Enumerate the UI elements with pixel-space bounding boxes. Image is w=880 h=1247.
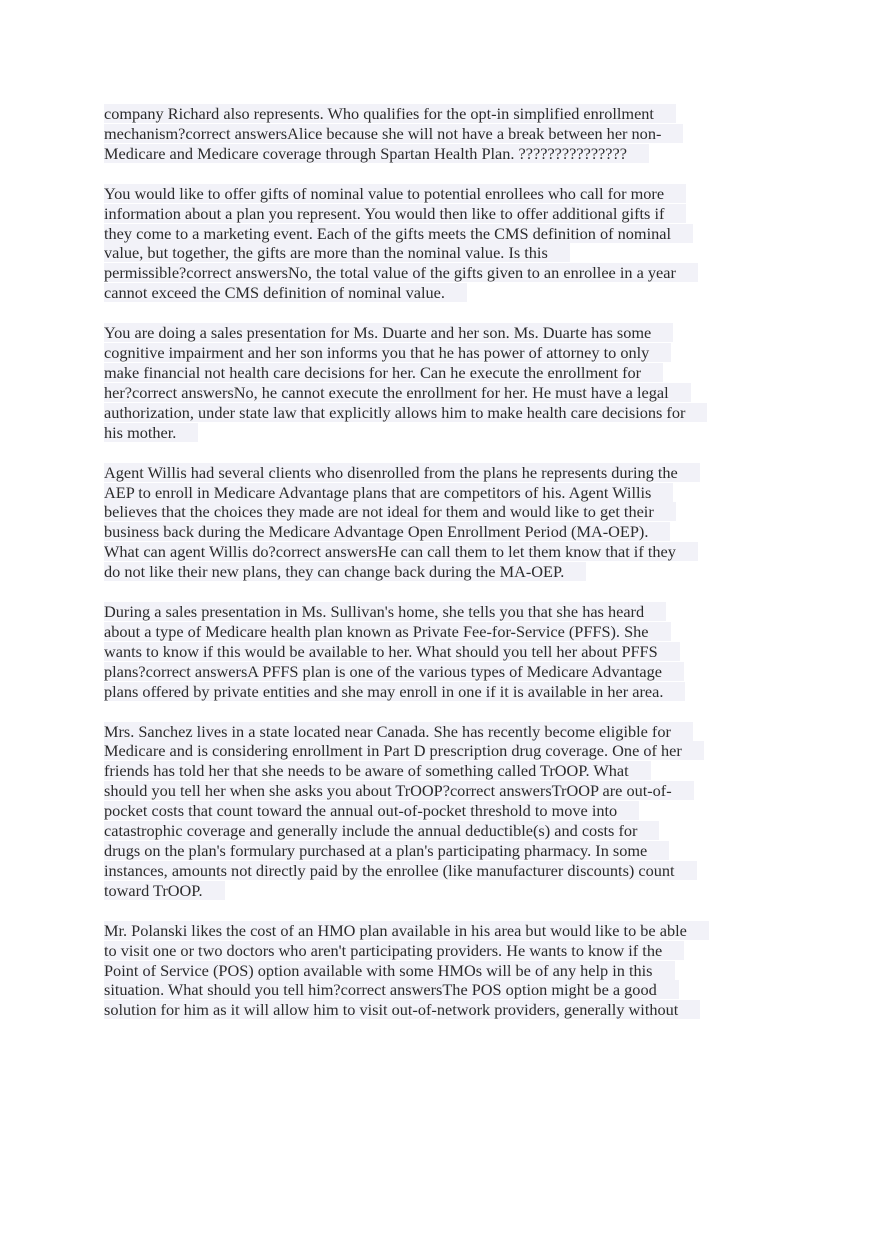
text-line-content: plans offered by private entities and she may enroll in one if it is available in her area. bbox=[104, 682, 685, 701]
text-line-content: Agent Willis had several clients who disenrolled from the plans he represents during the bbox=[104, 463, 700, 482]
text-line-content: You would like to offer gifts of nominal value to potential enrollees who call for more bbox=[104, 184, 686, 203]
text-line-content: drugs on the plan's formulary purchased at a plan's participating pharmacy. In some bbox=[104, 841, 669, 860]
text-line bbox=[104, 662, 784, 682]
text-line-content: Medicare and is considering enrollment in Part D prescription drug coverage. One of her bbox=[104, 741, 704, 760]
qa-paragraph bbox=[104, 184, 784, 303]
text-line bbox=[104, 622, 784, 642]
text-line bbox=[104, 124, 784, 144]
text-line-content: wants to know if this would be available to her. What should you tell her about PFFS bbox=[104, 642, 680, 661]
text-line bbox=[104, 562, 784, 582]
text-line-content: her?correct answersNo, he cannot execute the enrollment for her. He must have a legal bbox=[104, 383, 691, 402]
text-line bbox=[104, 423, 784, 443]
text-line bbox=[104, 682, 784, 702]
qa-paragraph bbox=[104, 722, 784, 901]
text-line bbox=[104, 343, 784, 363]
text-line bbox=[104, 1000, 784, 1020]
text-line bbox=[104, 722, 784, 742]
text-line bbox=[104, 283, 784, 303]
text-line bbox=[104, 243, 784, 263]
text-line bbox=[104, 363, 784, 383]
text-line-content: should you tell her when she asks you about TrOOP?correct answersTrOOP are out-of- bbox=[104, 781, 694, 800]
text-line-content: plans?correct answersA PFFS plan is one of the various types of Medicare Advantage bbox=[104, 662, 684, 681]
qa-paragraph bbox=[104, 463, 784, 582]
text-line-content: do not like their new plans, they can change back during the MA-OEP. bbox=[104, 562, 586, 581]
text-line-content: his mother. bbox=[104, 423, 198, 442]
qa-paragraph bbox=[104, 602, 784, 702]
text-line bbox=[104, 941, 784, 961]
text-line-content: Medicare and Medicare coverage through Spartan Health Plan. ??????????????? bbox=[104, 144, 649, 163]
text-line-content: value, but together, the gifts are more than the nominal value. Is this bbox=[104, 243, 570, 262]
qa-paragraph bbox=[104, 921, 784, 1021]
text-line bbox=[104, 921, 784, 941]
text-line bbox=[104, 821, 784, 841]
qa-paragraph bbox=[104, 104, 784, 164]
text-line-content: Mrs. Sanchez lives in a state located near Canada. She has recently become eligible for bbox=[104, 722, 693, 741]
text-line-content: cannot exceed the CMS definition of nominal value. bbox=[104, 283, 467, 302]
text-line-content: catastrophic coverage and generally include the annual deductible(s) and costs for bbox=[104, 821, 659, 840]
text-line bbox=[104, 104, 784, 124]
text-line bbox=[104, 741, 784, 761]
text-line-content: permissible?correct answersNo, the total value of the gifts given to an enrollee in a year bbox=[104, 263, 698, 282]
text-line bbox=[104, 781, 784, 801]
text-line-content: toward TrOOP. bbox=[104, 881, 225, 900]
qa-paragraph bbox=[104, 323, 784, 442]
text-line-content: cognitive impairment and her son informs you that he has power of attorney to only bbox=[104, 343, 671, 362]
text-line-content: Mr. Polanski likes the cost of an HMO plan available in his area but would like to be able bbox=[104, 921, 709, 940]
text-line bbox=[104, 184, 784, 204]
text-line bbox=[104, 642, 784, 662]
text-line bbox=[104, 383, 784, 403]
text-line bbox=[104, 761, 784, 781]
text-line bbox=[104, 801, 784, 821]
text-line bbox=[104, 841, 784, 861]
text-line-content: What can agent Willis do?correct answersHe can call them to let them know that if they bbox=[104, 542, 698, 561]
text-line bbox=[104, 980, 784, 1000]
text-line bbox=[104, 323, 784, 343]
document-body bbox=[104, 104, 784, 1040]
text-line bbox=[104, 403, 784, 423]
text-line bbox=[104, 881, 784, 901]
text-line bbox=[104, 602, 784, 622]
text-line-content: solution for him as it will allow him to visit out-of-network providers, generally without bbox=[104, 1000, 700, 1019]
text-line bbox=[104, 224, 784, 244]
text-line-content: Point of Service (POS) option available with some HMOs will be of any help in this bbox=[104, 961, 675, 980]
text-line-content: about a type of Medicare health plan known as Private Fee-for-Service (PFFS). She bbox=[104, 622, 671, 641]
text-line bbox=[104, 483, 784, 503]
text-line-content: make financial not health care decisions for her. Can he execute the enrollment for bbox=[104, 363, 663, 382]
text-line bbox=[104, 263, 784, 283]
text-line-content: believes that the choices they made are not ideal for them and would like to get their bbox=[104, 502, 676, 521]
text-line-content: mechanism?correct answersAlice because she will not have a break between her non- bbox=[104, 124, 683, 143]
text-line bbox=[104, 542, 784, 562]
text-line-content: authorization, under state law that explicitly allows him to make health care decisions for bbox=[104, 403, 707, 422]
text-line-content: company Richard also represents. Who qualifies for the opt-in simplified enrollment bbox=[104, 104, 676, 123]
text-line bbox=[104, 522, 784, 542]
text-line-content: friends has told her that she needs to be aware of something called TrOOP. What bbox=[104, 761, 651, 780]
text-line-content: business back during the Medicare Advantage Open Enrollment Period (MA-OEP). bbox=[104, 522, 670, 541]
text-line-content: During a sales presentation in Ms. Sullivan's home, she tells you that she has heard bbox=[104, 602, 666, 621]
text-line-content: information about a plan you represent. You would then like to offer additional gifts if bbox=[104, 204, 686, 223]
text-line-content: AEP to enroll in Medicare Advantage plans that are competitors of his. Agent Willis bbox=[104, 483, 673, 502]
text-line bbox=[104, 463, 784, 483]
text-line bbox=[104, 961, 784, 981]
text-line bbox=[104, 861, 784, 881]
text-line-content: You are doing a sales presentation for Ms. Duarte and her son. Ms. Duarte has some bbox=[104, 323, 673, 342]
text-line-content: to visit one or two doctors who aren't participating providers. He wants to know if the bbox=[104, 941, 684, 960]
text-line-content: they come to a marketing event. Each of the gifts meets the CMS definition of nominal bbox=[104, 224, 693, 243]
text-line bbox=[104, 204, 784, 224]
text-line bbox=[104, 502, 784, 522]
text-line bbox=[104, 144, 784, 164]
text-line-content: situation. What should you tell him?correct answersThe POS option might be a good bbox=[104, 980, 679, 999]
text-line-content: instances, amounts not directly paid by the enrollee (like manufacturer discounts) count bbox=[104, 861, 697, 880]
text-line-content: pocket costs that count toward the annual out-of-pocket threshold to move into bbox=[104, 801, 639, 820]
